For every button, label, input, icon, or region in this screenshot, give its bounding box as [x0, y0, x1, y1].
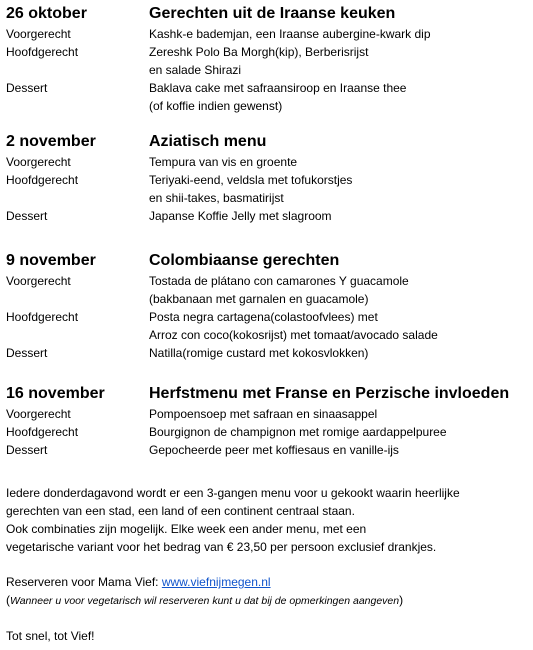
- week-date: 16 november: [6, 385, 105, 402]
- reservation-line: [6, 573, 531, 591]
- info-line: Iedere donderdagavond wordt er een 3-gangen menu voor u gekookt waarin heerlijke: [6, 486, 460, 500]
- dish-line: Bourgignon de champignon met romige aardappelpuree: [149, 425, 447, 439]
- week-theme: Gerechten uit de Iraanse keuken: [149, 5, 396, 22]
- dish-line: Pompoensoep met safraan en sinaasappel: [149, 407, 378, 421]
- dish-line: en shii-takes, basmatirijst: [149, 191, 284, 205]
- course-row: [6, 423, 531, 441]
- course-row: [6, 79, 531, 115]
- week-header: [6, 250, 531, 272]
- course-label: Voorgerecht: [6, 274, 71, 288]
- course-label: Hoofdgerecht: [6, 45, 79, 59]
- week-theme: Herfstmenu met Franse en Perzische invloeden: [149, 385, 510, 402]
- week-theme: Colombiaanse gerechten: [149, 252, 340, 269]
- dish-line: Kashk-e bademjan, een Iraanse aubergine-kwark dip: [149, 27, 431, 41]
- course-label: Dessert: [6, 81, 48, 95]
- dish-line: Gepocheerde peer met koffiesaus en vanille-ijs: [149, 443, 399, 457]
- closing-block: [6, 627, 531, 645]
- info-line: vegetarische variant voor het bedrag van € 23,50 per persoon exclusief drankjes.: [6, 540, 437, 554]
- info-line: gerechten van een stad, een land of een continent centraal staan.: [6, 504, 355, 518]
- website-link[interactable]: www.viefnijmegen.nl: [161, 575, 271, 589]
- course-row: [6, 405, 531, 423]
- week-header: [6, 131, 531, 153]
- course-label: Voorgerecht: [6, 27, 71, 41]
- note-close-paren: ): [399, 593, 404, 607]
- week-block: [6, 131, 531, 225]
- course-row: [6, 153, 531, 171]
- week-theme: Aziatisch menu: [149, 133, 267, 150]
- info-line: Ook combinaties zijn mogelijk. Elke week een ander menu, met een: [6, 522, 367, 536]
- info-paragraph: [6, 484, 531, 556]
- week-header: [6, 3, 531, 25]
- dish-line: (bakbanaan met garnalen en guacamole): [149, 292, 369, 306]
- dish-line: Tostada de plátano con camarones Y guacamole: [149, 274, 409, 288]
- closing-text: Tot snel, tot Vief!: [6, 629, 95, 643]
- course-label: Hoofdgerecht: [6, 310, 79, 324]
- dish-line: Natilla(romige custard met kokosvlokken): [149, 346, 369, 360]
- week-date: 2 november: [6, 133, 96, 150]
- course-label: Hoofdgerecht: [6, 173, 79, 187]
- course-label: Voorgerecht: [6, 155, 71, 169]
- dish-line: Baklava cake met safraansiroop en Iraanse thee: [149, 81, 407, 95]
- week-block: [6, 250, 531, 362]
- week-block: [6, 383, 531, 459]
- course-label: Dessert: [6, 209, 48, 223]
- reservation-text: Reserveren voor Mama Vief:: [6, 575, 162, 589]
- course-label: Hoofdgerecht: [6, 425, 79, 439]
- reservation-block: [6, 573, 531, 610]
- course-row: [6, 25, 531, 43]
- week-date: 26 oktober: [6, 5, 87, 22]
- dish-line: Tempura van vis en groente: [149, 155, 298, 169]
- note-open-paren: (: [6, 593, 10, 607]
- week-header: [6, 383, 531, 405]
- dish-line: Teriyaki-eend, veldsla met tofukorstjes: [149, 173, 353, 187]
- course-label: Dessert: [6, 443, 48, 457]
- course-row: [6, 441, 531, 459]
- dish-line: Arroz con coco(kokosrijst) met tomaat/avocado salade: [149, 328, 438, 342]
- course-row: [6, 43, 531, 79]
- dish-line: Posta negra cartagena(colastoofvlees) met: [149, 310, 378, 324]
- course-row: [6, 171, 531, 207]
- course-label: Dessert: [6, 346, 48, 360]
- week-date: 9 november: [6, 252, 96, 269]
- course-row: [6, 207, 531, 225]
- dish-line: (of koffie indien gewenst): [149, 99, 283, 113]
- vegetarian-note: [6, 591, 531, 610]
- course-row: [6, 308, 531, 344]
- dish-line: en salade Shirazi: [149, 63, 242, 77]
- week-block: [6, 3, 531, 115]
- course-row: [6, 344, 531, 362]
- note-text: Wanneer u voor vegetarisch wil reserveren kunt u dat bij de opmerkingen aangeven: [10, 595, 400, 607]
- dish-line: Zereshk Polo Ba Morgh(kip), Berberisrijst: [149, 45, 369, 59]
- course-label: Voorgerecht: [6, 407, 71, 421]
- dish-line: Japanse Koffie Jelly met slagroom: [149, 209, 332, 223]
- course-row: [6, 272, 531, 308]
